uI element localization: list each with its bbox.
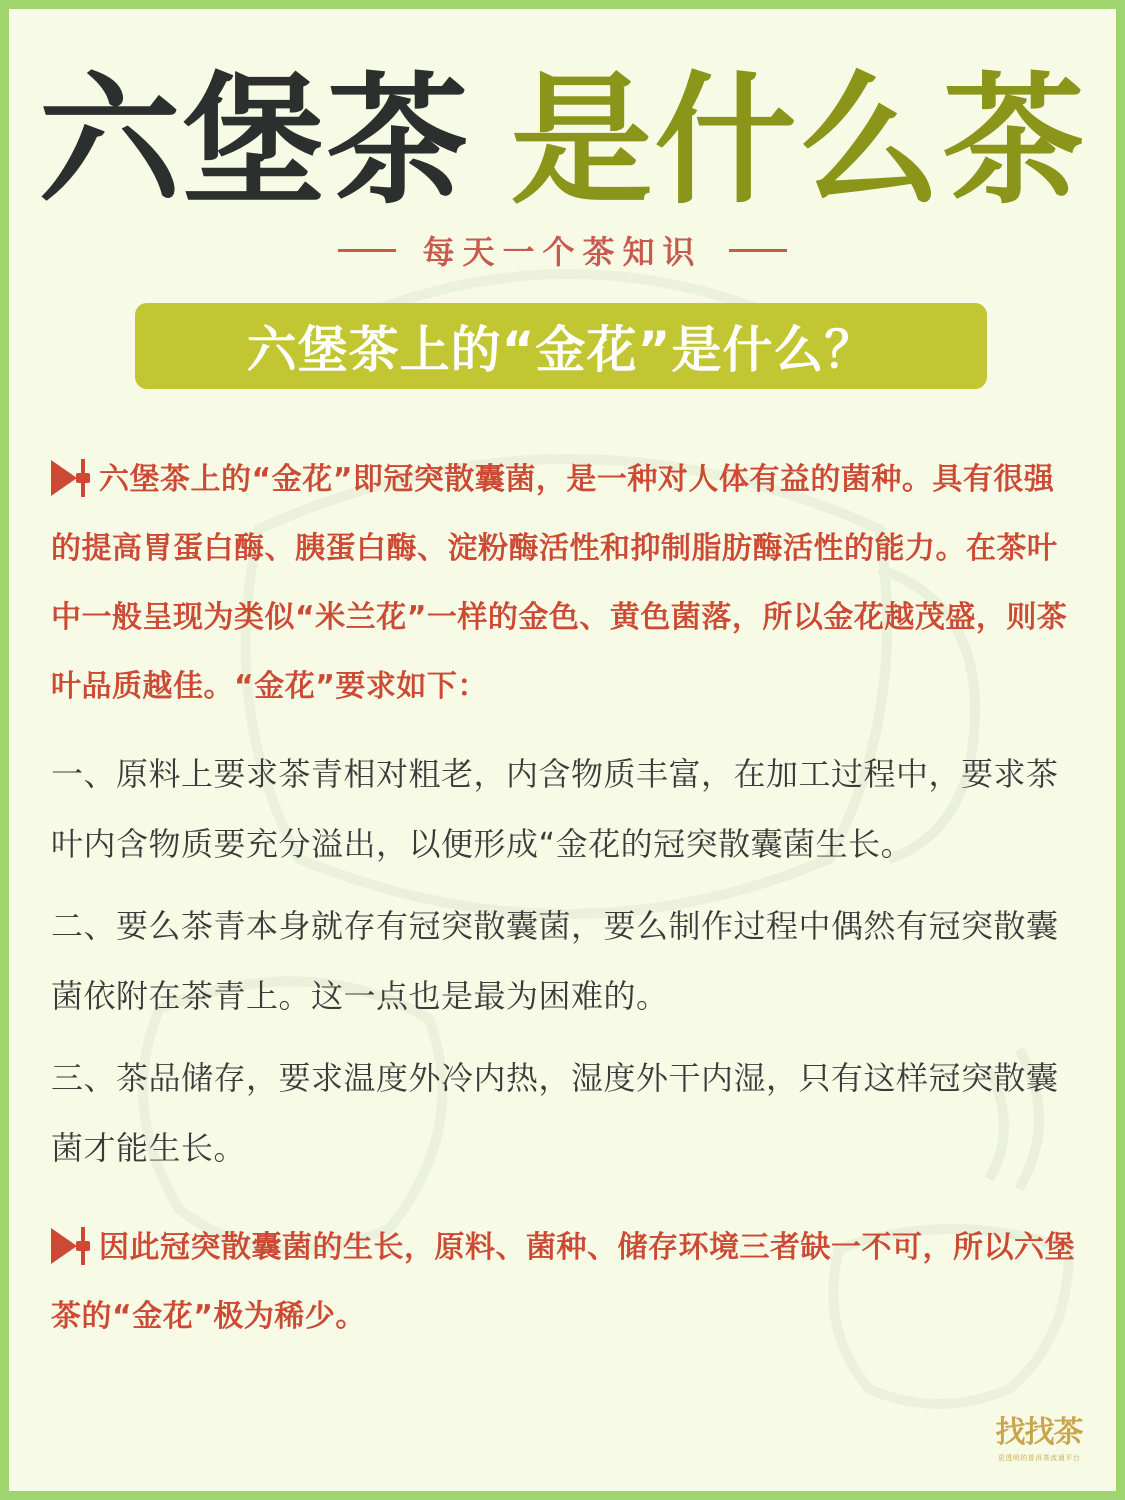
conclusion-paragraph — [51, 1213, 1079, 1351]
logo-slogan: 更透明的普洱茶流通平台 — [997, 1454, 1081, 1462]
logo-name: 找找茶 — [995, 1415, 1083, 1450]
intro-text: 六堡茶上的“金花”即冠突散囊菌，是一种对人体有益的菌种。具有很强的提高胃蛋白酶、胰蛋白酶、淀粉酶活性和抑制脂肪酶活性的能力。在茶叶中一般呈现为类似“米兰花”一样的金色、黄色菌落，所以金花越茂盛，则茶叶品质越佳。“金花”要求如下： — [51, 462, 1068, 704]
point-item: 三、茶品储存，要求温度外冷内热，湿度外干内湿，只有这样冠突散囊菌才能生长。 — [51, 1059, 1059, 1167]
tagline-text: 每天一个茶知识 — [422, 233, 703, 271]
play-marker-icon — [51, 1227, 85, 1265]
tagline — [9, 227, 1116, 273]
play-marker-icon — [51, 459, 85, 497]
page-title — [9, 57, 1116, 227]
point-item: 二、要么茶青本身就存有冠突散囊菌，要么制作过程中偶然有冠突散囊菌依附在茶青上。这一点也是最为困难的。 — [51, 907, 1059, 1015]
intro-paragraph — [51, 445, 1079, 721]
title-part-olive: 是什么茶 — [510, 59, 1087, 224]
brand-logo — [984, 1407, 1094, 1463]
title-part-dark: 六堡茶 — [38, 59, 471, 224]
tagline-dash-right — [729, 249, 787, 252]
tagline-dash-left — [338, 249, 396, 252]
article-content — [51, 445, 1079, 1351]
conclusion-text: 因此冠突散囊菌的生长，原料、菌种、储存环境三者缺一不可，所以六堡茶的“金花”极为稀少。 — [51, 1230, 1075, 1334]
banner-text: 六堡茶上的“金花”是什么？ — [246, 321, 876, 379]
page-background — [9, 9, 1116, 1491]
section-banner — [135, 303, 987, 389]
point-item: 一、原料上要求茶青相对粗老，内含物质丰富，在加工过程中，要求茶叶内含物质要充分溢出，以便形成“金花的冠突散囊菌生长。 — [51, 755, 1059, 863]
